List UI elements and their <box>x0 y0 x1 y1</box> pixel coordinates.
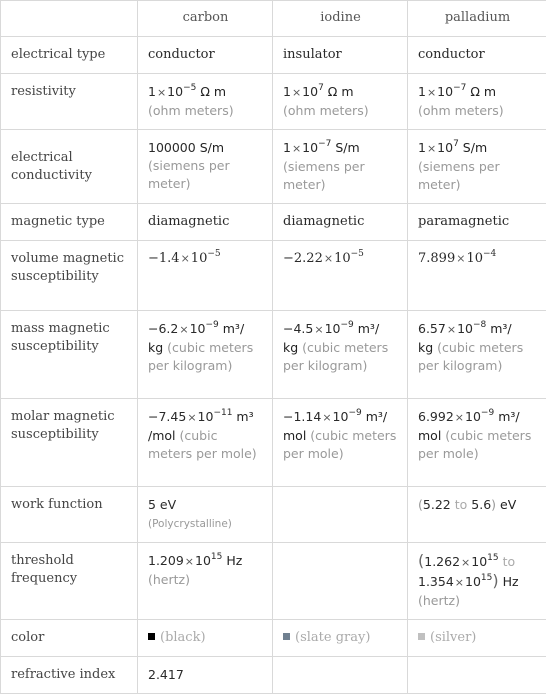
cell-iodine: diamagnetic <box>273 204 408 241</box>
cell-carbon: 5 eV (Polycrystalline) <box>138 487 273 543</box>
cell-iodine: $1\times 10^{-7}$ S/m (siemens per meter) <box>273 130 408 204</box>
cell-palladium: $6.57\times 10^{-8}$ m³/ kg (cubic meters per kilogram) <box>408 311 546 399</box>
row-resistivity <box>1 74 546 130</box>
cell-carbon: $-7.45\times 10^{-11}$ m³ /mol (cubic meters per mole) <box>138 399 273 487</box>
cell-palladium: conductor <box>408 37 546 74</box>
row-magnetic-type <box>1 204 546 241</box>
cell-carbon: $1.209\times 10^{15}$ Hz (hertz) <box>138 543 273 620</box>
cell-carbon: conductor <box>138 37 273 74</box>
row-threshold-frequency <box>1 543 546 620</box>
cell-carbon: diamagnetic <box>138 204 273 241</box>
cell-carbon: $-1.4\times 10^{-5}$ <box>138 241 273 311</box>
row-label: electrical type <box>1 37 138 74</box>
cell-palladium: (5.22 to 5.6) eV <box>408 487 546 543</box>
cell-palladium: (silver) <box>408 620 546 657</box>
cell-palladium: paramagnetic <box>408 204 546 241</box>
cell-iodine <box>273 487 408 543</box>
cell-iodine: $-4.5\times 10^{-9}$ m³/ kg (cubic meters per kilogram) <box>273 311 408 399</box>
header-iodine: iodine <box>273 1 408 37</box>
row-mass-susceptibility <box>1 311 546 399</box>
row-label: resistivity <box>1 74 138 130</box>
color-swatch-silver <box>418 633 425 640</box>
cell-iodine: $-1.14\times 10^{-9}$ m³/ mol (cubic meters per mole) <box>273 399 408 487</box>
row-label: molar magnetic susceptibility <box>1 399 138 487</box>
row-refractive-index <box>1 657 546 694</box>
header-palladium: palladium <box>408 1 546 37</box>
cell-iodine: (slate gray) <box>273 620 408 657</box>
row-conductivity <box>1 130 546 204</box>
row-molar-susceptibility <box>1 399 546 487</box>
cell-palladium: ($1.262\times 10^{15}$ to $1.354\times 10^{15}$) Hz (hertz) <box>408 543 546 620</box>
row-label: color <box>1 620 138 657</box>
row-work-function <box>1 487 546 543</box>
cell-palladium: $6.992\times 10^{-9}$ m³/ mol (cubic meters per mole) <box>408 399 546 487</box>
row-electrical-type <box>1 37 546 74</box>
cell-iodine: $-2.22\times 10^{-5}$ <box>273 241 408 311</box>
row-label: magnetic type <box>1 204 138 241</box>
header-blank <box>1 1 138 37</box>
row-label: refractive index <box>1 657 138 694</box>
cell-palladium: $1\times 10^{-7}$ Ω m (ohm meters) <box>408 74 546 130</box>
color-swatch-black <box>148 633 155 640</box>
row-volume-susceptibility <box>1 241 546 311</box>
row-label: electrical conductivity <box>1 130 138 204</box>
cell-iodine: insulator <box>273 37 408 74</box>
cell-carbon: (black) <box>138 620 273 657</box>
header-row <box>1 1 546 37</box>
cell-carbon: $1\times 10^{-5}$ Ω m (ohm meters) <box>138 74 273 130</box>
color-swatch-slate-gray <box>283 633 290 640</box>
header-carbon: carbon <box>138 1 273 37</box>
cell-palladium: $7.899\times 10^{-4}$ <box>408 241 546 311</box>
cell-iodine <box>273 543 408 620</box>
cell-iodine: $1\times 10^7$ Ω m (ohm meters) <box>273 74 408 130</box>
cell-carbon: 2.417 <box>138 657 273 694</box>
row-label: threshold frequency <box>1 543 138 620</box>
row-label: mass magnetic susceptibility <box>1 311 138 399</box>
row-label: work function <box>1 487 138 543</box>
cell-palladium: $1\times 10^7$ S/m (siemens per meter) <box>408 130 546 204</box>
cell-carbon: 100000 S/m (siemens per meter) <box>138 130 273 204</box>
row-color <box>1 620 546 657</box>
cell-carbon: $-6.2\times 10^{-9}$ m³/ kg (cubic meters per kilogram) <box>138 311 273 399</box>
row-label: volume magnetic susceptibility <box>1 241 138 311</box>
cell-palladium <box>408 657 546 694</box>
cell-iodine <box>273 657 408 694</box>
